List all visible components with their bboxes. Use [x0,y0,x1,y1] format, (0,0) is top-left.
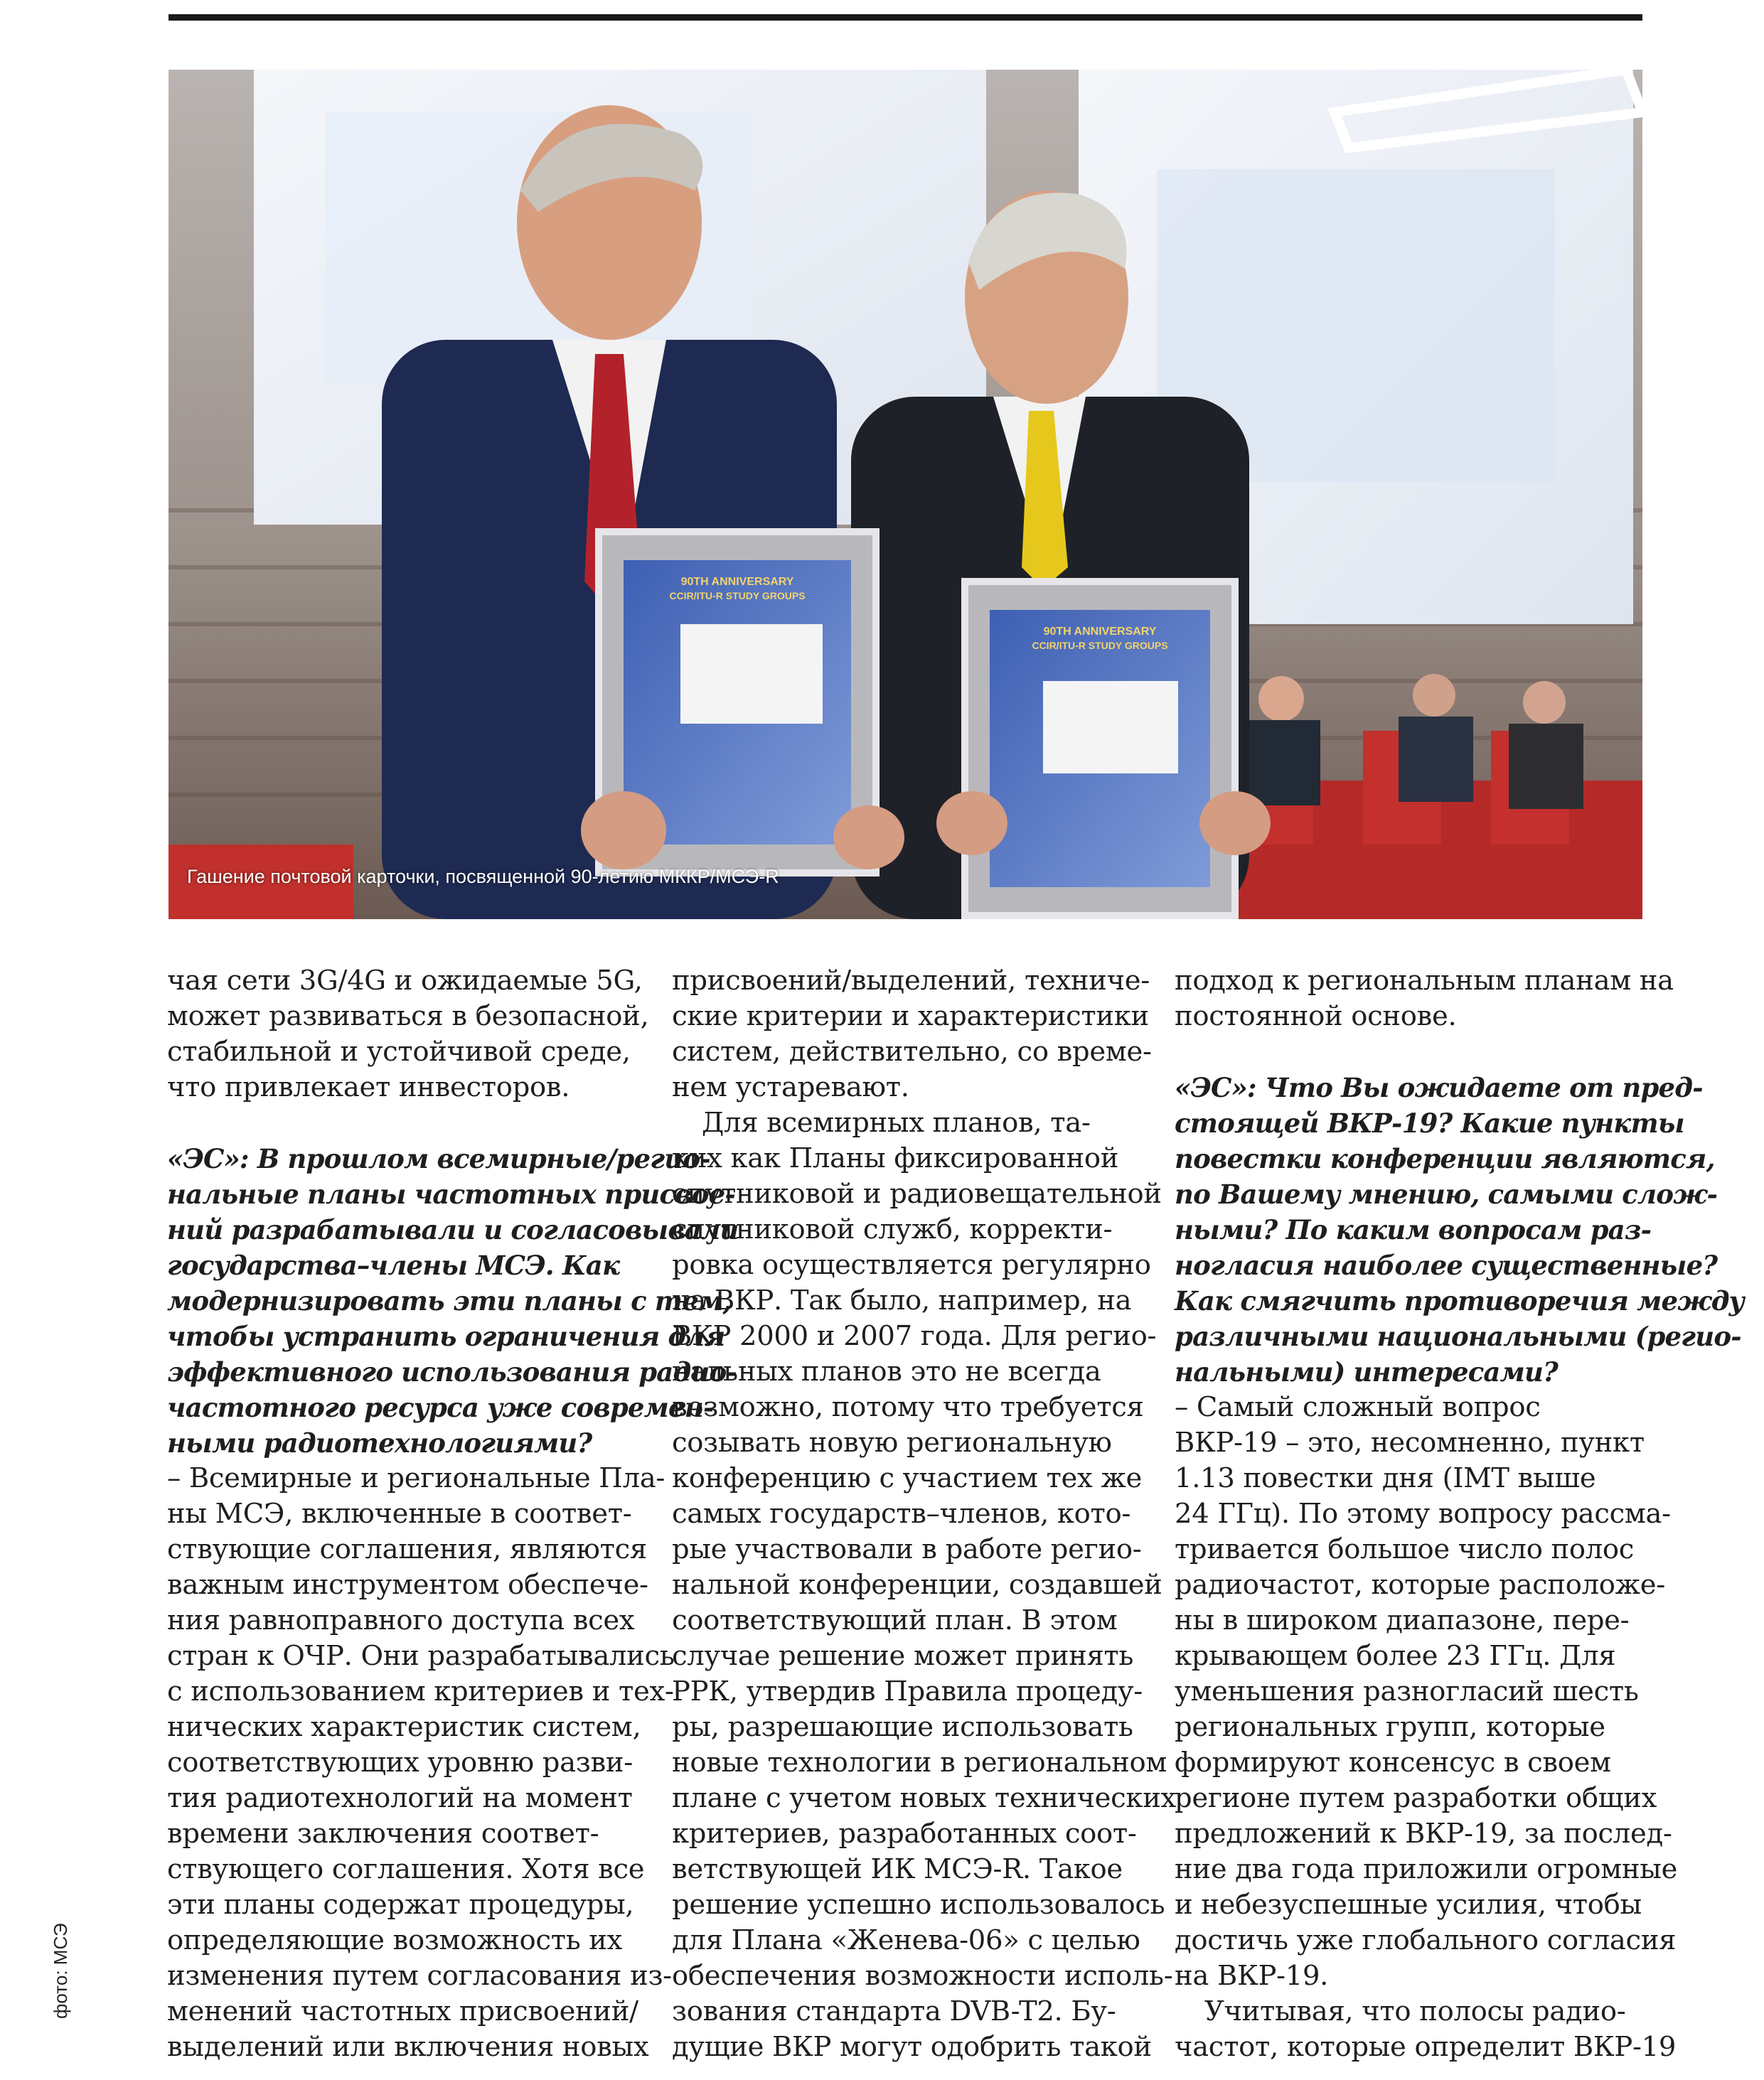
body-text-line: ких как Планы фиксированной [672,1142,1119,1174]
interview-question-line: государства–члены МСЭ. Как [167,1250,620,1281]
body-text-line: крывающем более 23 ГГц. Для [1175,1640,1616,1672]
body-text-line: достичь уже глобального согласия [1175,1924,1677,1956]
interview-question-line: ными радиотехнологиями? [167,1427,592,1459]
body-text-line: формируют консенсус в своем [1175,1747,1611,1779]
interview-question-line: ний разрабатывали и согласовывали [167,1214,739,1245]
body-text-line: нических характеристик систем, [167,1711,641,1743]
photo-credit: фото: МСЭ [50,1923,71,2019]
body-text-line: что привлекает инвесторов. [167,1071,570,1103]
photo-illustration [169,70,1642,919]
right-frame-subtitle: CCIR/ITU-R STUDY GROUPS [1032,640,1168,651]
body-text-line: ВКР 2000 и 2007 года. Для регио- [672,1320,1157,1352]
body-text-line: РРК, утвердив Правила процеду- [672,1676,1143,1708]
interview-question-line: различными национальными (регио- [1175,1321,1741,1352]
body-text-line: изменения путем согласования из- [167,1960,672,1992]
top-rule [169,14,1642,21]
body-text-line: нем устаревают. [672,1071,909,1103]
body-text-line: ние два года приложили огромные [1175,1853,1678,1885]
column-3 [1175,963,1744,2065]
body-text-line: решение успешно использовалось [672,1889,1165,1921]
body-text-line: предложений к ВКР-19, за послед- [1175,1818,1672,1850]
interview-question-line: ногласия наиболее существенные? [1175,1250,1718,1281]
body-text-line: обеспечения возможности исполь- [672,1960,1173,1992]
body-text-line: и небезуспешные усилия, чтобы [1175,1889,1642,1921]
body-text-line: 24 ГГц). По этому вопросу рассма- [1175,1498,1671,1530]
body-text-line: для Плана «Женева-06» с целью [672,1924,1140,1956]
body-text-line: с использованием критериев и тех- [167,1676,674,1708]
body-text-line: ны МСЭ, включенные в соответ- [167,1498,632,1530]
body-text-line: зования стандарта DVB-T2. Бу- [672,1995,1116,2027]
body-text-line: плане с учетом новых технических [672,1782,1176,1814]
body-text-line: выделений или включения новых [167,2031,649,2063]
body-text-line: региональных групп, которые [1175,1711,1605,1743]
body-text-line: может развиваться в безопасной, [167,1000,649,1032]
interview-question-line: ными? По каким вопросам раз- [1175,1214,1652,1245]
body-text-line: возможно, потому что требуется [672,1391,1144,1423]
body-text-line: времени заключения соответ- [167,1818,599,1850]
body-text-line: – Всемирные и региональные Пла- [167,1462,665,1494]
body-text-line: систем, действительно, со време- [672,1036,1152,1068]
body-text-line: постоянной основе. [1175,1000,1457,1032]
column-1 [167,963,739,2065]
body-text-line: стабильной и устойчивой среде, [167,1036,631,1068]
body-text-line: присвоений/выделений, техниче- [672,965,1150,997]
body-text-line: уменьшения разногласий шесть [1175,1676,1639,1708]
body-text-line: Учитывая, что полосы радио- [1204,1995,1626,2027]
body-text-line: ВКР-19 – это, несомненно, пункт [1175,1427,1645,1459]
body-text-line: подход к региональным планам на [1175,965,1674,997]
body-text-line: частот, которые определит ВКР-19 [1175,2031,1677,2063]
body-text-line: случае решение может принять [672,1640,1134,1672]
body-text-line: тривается большое число полос [1175,1533,1635,1565]
interview-question-line: нальными) интересами? [1175,1356,1558,1388]
body-text-line: – Самый сложный вопрос [1175,1391,1541,1423]
body-text-line: новые технологии в региональном [672,1747,1167,1779]
body-text-line: тия радиотехнологий на момент [167,1782,633,1814]
body-text-line: ствующие соглашения, являются [167,1533,647,1565]
body-text-line: ры, разрешающие использовать [672,1711,1133,1743]
body-text-line: 1.13 повестки дня (IMT выше [1175,1462,1596,1494]
photo-caption: Гашение почтовой карточки, посвященной 90-летию МККР/МСЭ-R [187,866,779,887]
body-text-line: ствующего соглашения. Хотя все [167,1853,645,1885]
body-text-line: менений частотных присвоений/ [167,1995,638,2027]
column-2 [672,963,1184,2065]
body-text-line: конференцию с участием тех же [672,1462,1142,1494]
body-text-line: на ВКР. Так было, например, на [672,1285,1132,1317]
body-text-line: Для всемирных планов, та- [702,1107,1091,1139]
body-text-line: ния равноправного доступа всех [167,1604,635,1636]
interview-question-line: частотного ресурса уже современ- [167,1392,714,1423]
body-text-line: соответствующих уровню разви- [167,1747,633,1779]
interview-question-line: стоящей ВКР-19? Какие пункты [1175,1108,1684,1139]
interview-question-line: чтобы устранить ограничения для [167,1321,725,1352]
paragraph-gap [1175,1034,1687,1070]
interview-question-line: эффективного использования радио- [167,1356,737,1388]
body-text-line: соответствующий план. В этом [672,1604,1118,1636]
right-frame-title: 90TH ANNIVERSARY [1043,626,1157,638]
paragraph-gap [167,1105,679,1141]
interview-question-line: повестки конференции являются, [1175,1143,1715,1174]
body-text-line: нальной конференции, создавшей [672,1569,1162,1601]
body-text-line: самых государств–членов, кото- [672,1498,1131,1530]
interview-question-line: «ЭС»: Что Вы ожидаете от пред- [1175,1072,1703,1103]
body-text-line: определяющие возможность их [167,1924,623,1956]
body-text-line: созывать новую региональную [672,1427,1112,1459]
body-text-line: спутниковой и радиовещательной [672,1178,1162,1210]
body-text-line: регионе путем разработки общих [1175,1782,1657,1814]
interview-question-line: по Вашему мнению, самыми слож- [1175,1179,1718,1210]
body-text-line: ровка осуществляется регулярно [672,1249,1151,1281]
body-text-line: радиочастот, которые расположе- [1175,1569,1665,1601]
interview-question-line: «ЭС»: В прошлом всемирные/регио- [167,1143,710,1174]
interview-question-line: модернизировать эти планы с тем, [167,1285,732,1317]
body-text-line: важным инструментом обеспече- [167,1569,648,1601]
ceremony-photo [169,70,1642,919]
body-text-line: на ВКР-19. [1175,1960,1329,1992]
body-text-line: дущие ВКР могут одобрить такой [672,2031,1152,2063]
body-text-line: эти планы содержат процедуры, [167,1889,634,1921]
body-text-line: нальных планов это не всегда [672,1356,1101,1388]
body-text-line: критериев, разработанных соот- [672,1818,1137,1850]
body-text-line: чая сети 3G/4G и ожидаемые 5G, [167,965,643,997]
interview-question-line: нальные планы частотных присвое- [167,1179,735,1210]
body-text-line: ские критерии и характеристики [672,1000,1149,1032]
body-text-line: ны в широком диапазоне, пере- [1175,1604,1630,1636]
interview-question-line: Как смягчить противоречия между [1175,1285,1744,1317]
body-text-line: спутниковой служб, корректи- [672,1213,1113,1245]
left-frame-subtitle: CCIR/ITU-R STUDY GROUPS [669,590,806,601]
body-text-line: ветствующей ИК МСЭ-R. Такое [672,1853,1123,1885]
body-text-line: рые участвовали в работе регио- [672,1533,1142,1565]
body-text-line: стран к ОЧР. Они разрабатывались [167,1640,675,1672]
left-frame-title: 90TH ANNIVERSARY [680,576,794,588]
